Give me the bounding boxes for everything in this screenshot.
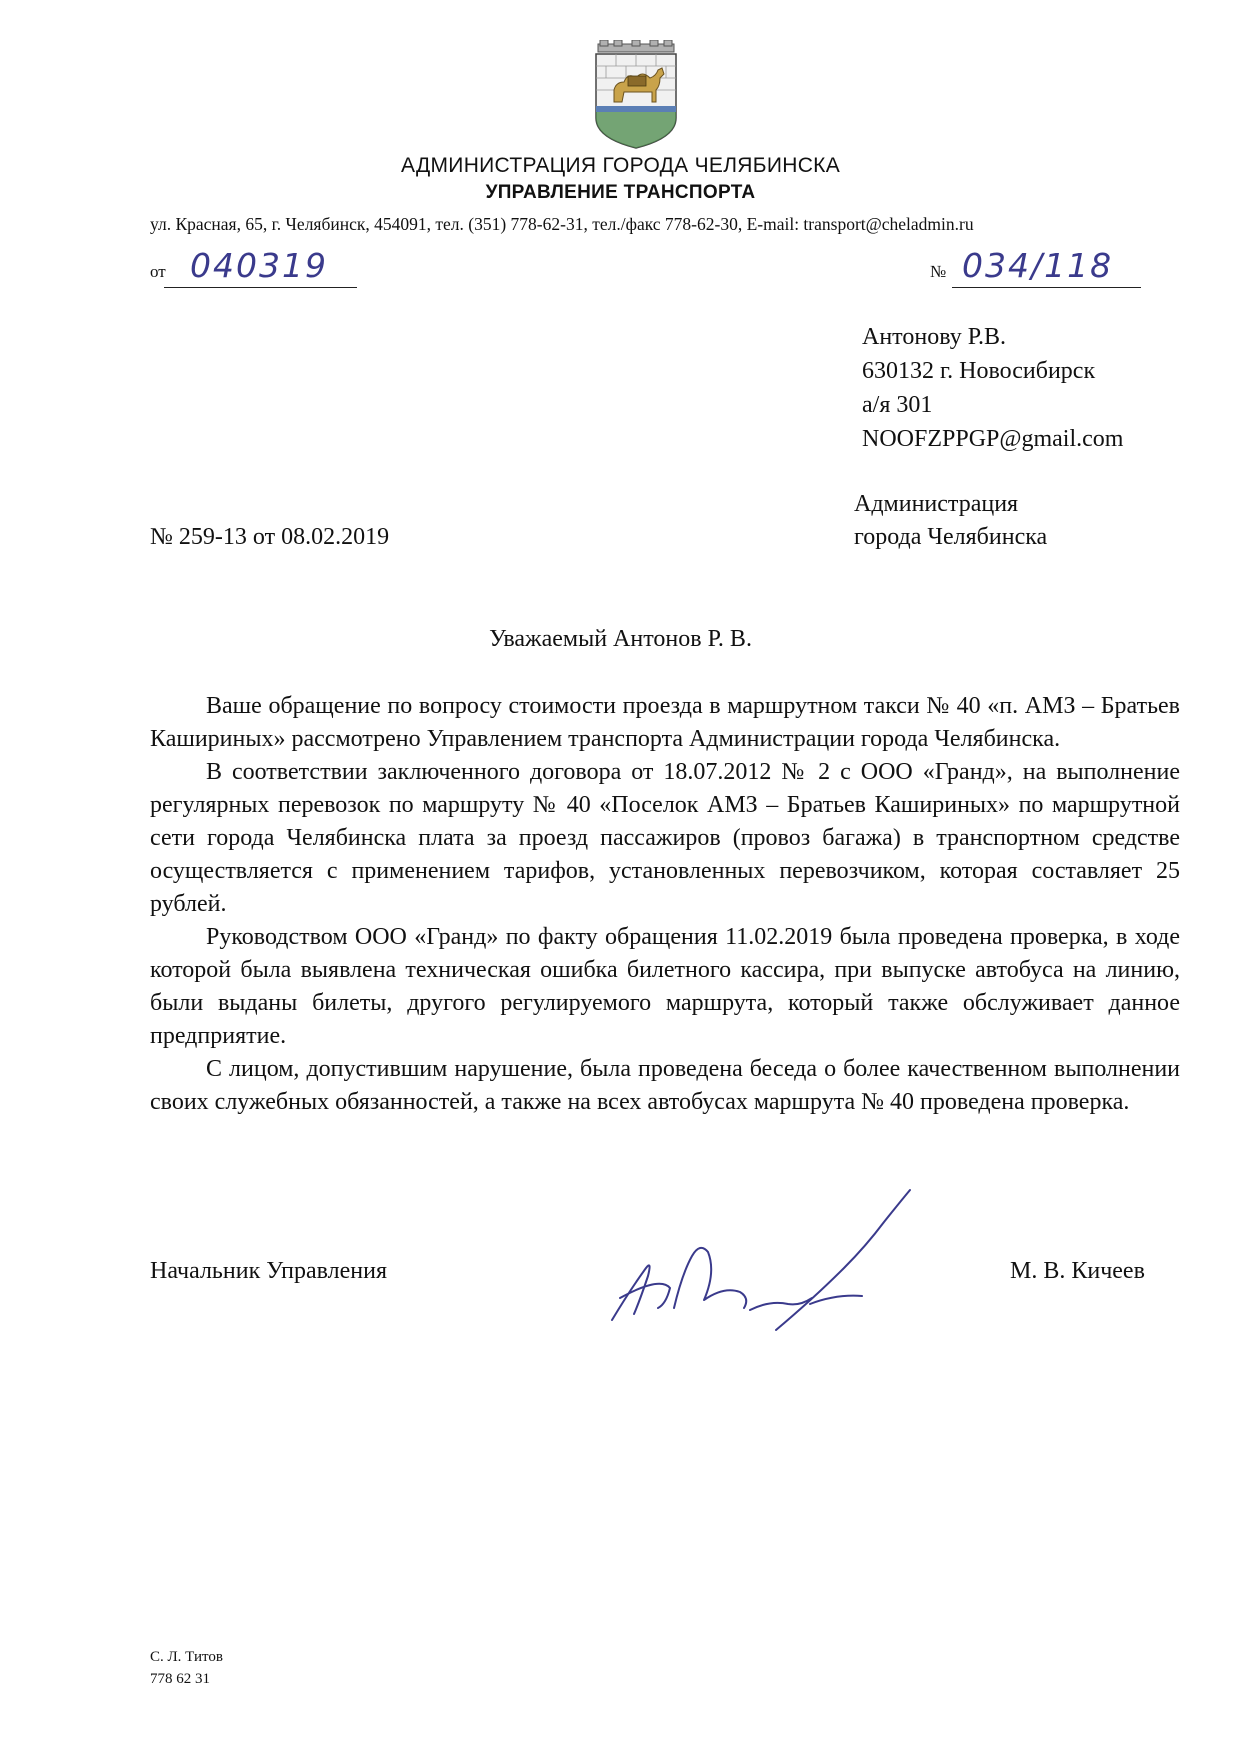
outgoing-number-label: № [930,262,947,281]
addressed-org-line2: города Челябинска [854,524,1048,550]
incoming-reference: № 259-13 от 08.02.2019 [150,524,390,550]
department-name: УПРАВЛЕНИЕ ТРАНСПОРТА [485,182,756,203]
paragraph: С лицом, допустившим нарушение, была проведена беседа о более качественном выполнении своих служебных обязанностей, а также на всех автобусах маршрута № 40 проведена проверка. [150,1056,1180,1115]
addressed-organization [854,488,1047,554]
signatory-name: М. В. Кичеев [1010,1258,1145,1284]
city-emblem-icon [590,40,682,150]
paragraph: Руководством ООО «Гранд» по факту обращения 11.02.2019 была проведена проверка, в ходе которой была выявлена техническая ошибка билетного кассира, при выпуске автобуса на линию, были выданы билеты, другого регулируемого маршрута, который также обслуживает данное предприятие. [150,924,1180,1049]
organization-address: ул. Красная, 65, г. Челябинск, 454091, тел. (351) 778-62-31, тел./факс 778-62-30, E-mail: transport@cheladmin.ru [150,214,974,234]
executor-phone: 778 62 31 [150,1671,210,1687]
recipient-po-box: а/я 301 [862,392,933,418]
outgoing-number-value: 034/118 [962,246,1114,285]
organization-name: АДМИНИСТРАЦИЯ ГОРОДА ЧЕЛЯБИНСКА [400,154,840,177]
executor-block [150,1646,223,1690]
recipient-email: NOOFZPPGP@gmail.com [862,426,1124,452]
signatory-title: Начальник Управления [150,1258,387,1284]
recipient-city: 630132 г. Новосибирск [862,358,1096,384]
greeting: Уважаемый Антонов Р. В. [489,626,752,652]
outgoing-date-value: 040319 [190,246,328,285]
outgoing-date-underline [164,287,357,288]
recipient-block [862,320,1123,456]
recipient-name: Антонову Р.В. [862,324,1007,350]
paragraph: В соответствии заключенного договора от 18.07.2012 № 2 с ООО «Гранд», на выполнение регулярных перевозок по маршруту № 40 «Поселок АМЗ – Братьев Кашириных» по маршрутной сети города Челябинска плата за проезд пассажиров (провоз багажа) в транспортном средстве осуществляется с применением тарифов, установленных перевозчиком, которая составляет 25 рублей. [150,759,1180,917]
executor-name: С. Л. Титов [150,1649,223,1665]
outgoing-date-label: от [150,262,166,281]
letter-body [150,690,1180,1119]
handwritten-signature [600,1180,930,1340]
outgoing-number-underline [952,287,1141,288]
paragraph: Ваше обращение по вопросу стоимости проезда в маршрутном такси № 40 «п. АМЗ – Братьев Кашириных» рассмотрено Управлением транспорта Администрации города Челябинска. [150,693,1180,752]
addressed-org-line1: Администрация [854,491,1019,517]
